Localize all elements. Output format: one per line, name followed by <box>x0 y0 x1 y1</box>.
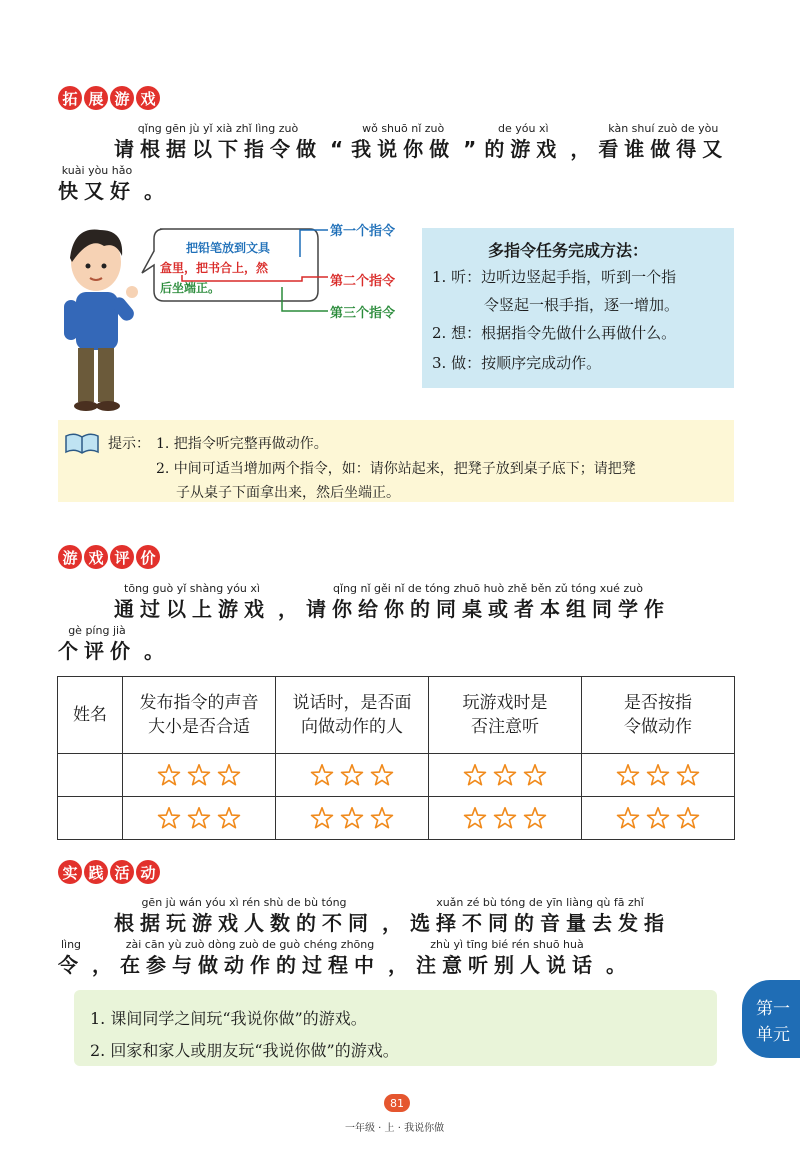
page-number: 81 <box>384 1094 410 1112</box>
pinyin: wǒ shuō nǐ zuò <box>362 122 445 135</box>
pinyin: gè píng jià <box>68 624 126 637</box>
hanzi: 。 <box>144 639 164 663</box>
header-name <box>58 677 123 754</box>
pinyin: tōng guò yǐ shàng yóu xì <box>124 582 260 595</box>
evaluation-table <box>57 676 735 840</box>
rating-cell[interactable] <box>123 754 276 797</box>
section-title-expand-game <box>58 86 160 110</box>
badge-char: 戏 <box>84 545 108 569</box>
pinyin: de yóu xì <box>498 122 549 135</box>
pinyin: xuǎn zé bù tóng de yīn liàng qù fā zhǐ <box>436 896 644 909</box>
star-icon[interactable] <box>493 763 517 787</box>
badge-char: 动 <box>136 860 160 884</box>
text-segment <box>351 122 455 162</box>
star-icon[interactable] <box>217 806 241 830</box>
star-icon[interactable] <box>676 806 700 830</box>
hanzi: 个评价 <box>58 639 136 663</box>
section-title-practice <box>58 860 160 884</box>
pinyin: zài cān yù zuò dòng zuò de guò chéng zhōng <box>125 938 375 951</box>
method-line: 1. 听：边听边竖起手指，听到一个指 <box>432 268 677 286</box>
text-segment <box>58 164 136 204</box>
method-line: 2. 想：根据指令先做什么再做什么。 <box>432 324 677 342</box>
star-icon[interactable] <box>187 806 211 830</box>
hanzi: ， <box>382 911 402 935</box>
text-segment <box>114 582 270 622</box>
text-segment <box>58 938 84 978</box>
badge-char: 游 <box>110 86 134 110</box>
badge-char: 活 <box>110 860 134 884</box>
table-row <box>58 754 735 797</box>
text-segment <box>58 624 136 664</box>
text-segment <box>92 938 112 978</box>
practice-item: 1. 课间同学之间玩“我说你做”的游戏。 <box>90 1009 367 1028</box>
practice-intro-line-1 <box>114 896 678 936</box>
label-second-instruction: 第二个指令 <box>330 274 396 289</box>
hanzi: 根据玩游戏人数的不同 <box>114 911 374 935</box>
text-segment <box>410 896 670 936</box>
header-attentive <box>429 677 582 754</box>
pinyin: gēn jù wán yóu xì rén shù de bù tóng <box>141 896 347 909</box>
text-segment <box>463 122 476 162</box>
hanzi: 请根据以下指令做 <box>114 137 322 161</box>
hanzi: 令 <box>58 953 84 977</box>
book-icon <box>64 430 100 456</box>
bubble-line-1: 把铅笔放到文具 <box>186 241 271 255</box>
rating-cell[interactable] <box>429 754 582 797</box>
name-cell[interactable] <box>58 754 123 797</box>
rating-cell[interactable] <box>276 797 429 840</box>
header-voice-volume <box>123 677 276 754</box>
badge-char: 戏 <box>136 86 160 110</box>
rating-cell[interactable] <box>123 797 276 840</box>
header-face-listener <box>276 677 429 754</box>
badge-char: 拓 <box>58 86 82 110</box>
bubble-line-3: 后坐端正。 <box>160 281 221 295</box>
star-icon[interactable] <box>157 763 181 787</box>
rating-cell[interactable] <box>582 754 735 797</box>
hanzi: 。 <box>144 179 164 203</box>
rating-cell[interactable] <box>429 797 582 840</box>
hanzi: 我说你做 <box>351 137 456 161</box>
hanzi: 快又好 <box>58 179 136 203</box>
hanzi: ， <box>388 953 408 977</box>
unit-tab-line-2: 单元 <box>756 1025 790 1045</box>
pinyin: zhù yì tīng bié rén shuō huà <box>430 938 584 951</box>
hanzi: 看谁做得又 <box>598 137 729 161</box>
text-segment <box>114 896 374 936</box>
unit-tab <box>742 980 800 1058</box>
text-segment <box>484 122 562 162</box>
header-text: 否注意听 <box>471 717 539 737</box>
text-segment <box>306 582 670 622</box>
label-third-instruction: 第三个指令 <box>330 306 396 321</box>
star-icon[interactable] <box>523 806 547 830</box>
star-icon[interactable] <box>187 763 211 787</box>
text-segment <box>114 122 322 162</box>
badge-char: 游 <box>58 545 82 569</box>
hanzi: “ <box>330 137 344 161</box>
rating-cell[interactable] <box>276 754 429 797</box>
header-text: 发布指令的声音 <box>139 693 259 713</box>
text-segment <box>382 896 402 936</box>
star-icon[interactable] <box>310 763 334 787</box>
text-segment <box>144 164 164 204</box>
table-row <box>58 797 735 840</box>
practice-intro-line-2 <box>58 938 634 978</box>
pinyin: qǐng gēn jù yǐ xià zhǐ lìng zuò <box>137 122 299 135</box>
text-segment <box>388 938 408 978</box>
pinyin: kàn shuí zuò de yòu <box>608 122 719 135</box>
star-icon[interactable] <box>676 763 700 787</box>
hanzi: ， <box>92 953 112 977</box>
header-text: 令做动作 <box>624 717 692 737</box>
badge-char: 价 <box>136 545 160 569</box>
unit-tab-line-1: 第一 <box>756 999 790 1019</box>
tip-prefix: 提示： <box>108 436 150 452</box>
text-segment <box>598 122 728 162</box>
badge-char: 实 <box>58 860 82 884</box>
table-header-row <box>58 677 735 754</box>
intro-line-1 <box>114 122 736 162</box>
text-segment <box>278 582 298 622</box>
text-segment <box>570 122 590 162</box>
text-segment <box>606 938 626 978</box>
hanzi: ” <box>463 137 477 161</box>
pinyin: kuài yòu hǎo <box>61 164 133 177</box>
star-icon[interactable] <box>370 806 394 830</box>
star-icon[interactable] <box>310 806 334 830</box>
text-segment <box>416 938 598 978</box>
badge-char: 践 <box>84 860 108 884</box>
header-follow-instructions <box>582 677 735 754</box>
star-icon[interactable] <box>646 763 670 787</box>
tip-line: 子从桌子下面拿出来，然后坐端正。 <box>176 485 400 501</box>
bubble-line-2: 盒里，把书合上，然 <box>160 261 269 275</box>
rating-cell[interactable] <box>582 797 735 840</box>
star-icon[interactable] <box>217 763 241 787</box>
star-icon[interactable] <box>157 806 181 830</box>
instruction-connectors <box>160 225 330 315</box>
pinyin: qǐng nǐ gěi nǐ de tóng zhuō huò zhě běn zǔ tóng xué zuò <box>333 582 643 595</box>
method-line: 令竖起一根手指，逐一增加。 <box>484 296 680 314</box>
star-icon[interactable] <box>616 763 640 787</box>
header-text: 姓名 <box>73 705 107 725</box>
text-segment <box>144 624 164 664</box>
star-icon[interactable] <box>370 763 394 787</box>
hanzi: ， <box>278 597 298 621</box>
star-icon[interactable] <box>463 806 487 830</box>
section-title-game-eval <box>58 545 160 569</box>
boy-illustration <box>60 222 140 412</box>
name-cell[interactable] <box>58 797 123 840</box>
tip-line: 2. 中间可适当增加两个指令，如：请你站起来，把凳子放到桌子底下；请把凳 <box>156 461 636 477</box>
badge-char: 展 <box>84 86 108 110</box>
hanzi: 注意听别人说话 <box>416 953 598 977</box>
star-icon[interactable] <box>340 806 364 830</box>
star-icon[interactable] <box>463 763 487 787</box>
star-icon[interactable] <box>616 806 640 830</box>
header-text: 向做动作的人 <box>301 717 403 737</box>
star-icon[interactable] <box>340 763 364 787</box>
badge-char: 评 <box>110 545 134 569</box>
star-icon[interactable] <box>523 763 547 787</box>
hanzi: 在参与做动作的过程中 <box>120 953 380 977</box>
hanzi: 请你给你的同桌或者本组同学作 <box>306 597 670 621</box>
header-text: 说话时，是否面 <box>292 693 412 713</box>
label-first-instruction: 第一个指令 <box>330 224 396 239</box>
practice-item: 2. 回家和家人或朋友玩“我说你做”的游戏。 <box>90 1041 399 1060</box>
text-segment <box>120 938 380 978</box>
hanzi: 。 <box>606 953 626 977</box>
header-text: 玩游戏时是 <box>462 693 548 713</box>
header-text: 是否按指 <box>624 693 692 713</box>
hanzi: 选择不同的音量去发指 <box>410 911 670 935</box>
hanzi: 通过以上游戏 <box>114 597 270 621</box>
eval-intro-line-1 <box>114 582 678 622</box>
tip-line: 1. 把指令听完整再做动作。 <box>156 436 328 452</box>
intro-line-2 <box>58 164 172 204</box>
pinyin: lìng <box>60 938 82 951</box>
star-icon[interactable] <box>646 806 670 830</box>
star-icon[interactable] <box>493 806 517 830</box>
text-segment <box>330 122 343 162</box>
footer-text: 一年级 · 上 · 我说你做 <box>345 1123 445 1134</box>
method-line: 3. 做：按顺序完成动作。 <box>432 354 602 372</box>
hanzi: ， <box>570 137 591 161</box>
header-text: 大小是否合适 <box>148 717 250 737</box>
hanzi: 的游戏 <box>484 137 563 161</box>
eval-intro-line-2 <box>58 624 172 664</box>
method-title: 多指令任务完成方法： <box>488 241 649 260</box>
